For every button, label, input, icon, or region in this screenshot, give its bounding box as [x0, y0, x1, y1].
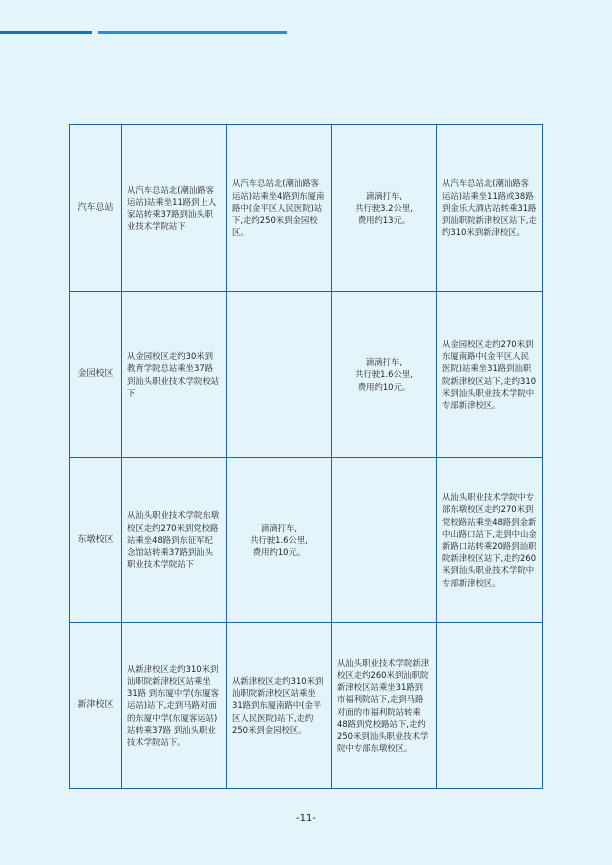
- route-cell: 从金园校区走约30米到教育学院总站乘坐37路到汕头职业技术学院校站下: [122, 292, 227, 458]
- row-header-jinyuan-campus: 金园校区: [70, 292, 122, 458]
- table-row: [70, 292, 543, 458]
- route-cell: 滴滴打车, 共行驶3.2公里, 费用约13元。: [332, 125, 437, 292]
- route-cell-empty: [332, 458, 437, 623]
- route-cell: 滴滴打车, 共行驶1.6公里, 费用约10元。: [332, 292, 437, 458]
- route-cell: 从汽车总站北(潮汕路客运站)站乘坐11路到上人家站转乘37路到汕头职业技术学院站下: [122, 125, 227, 292]
- table-row: [70, 125, 543, 292]
- table-row: [70, 623, 543, 789]
- route-cell: 从金园校区走约270米到东厦南路中(金平区人民医院)站乘坐31路到汕职院新津校区站下,走约310米到汕头职业技术学院中专部新津校区。: [437, 292, 543, 458]
- route-cell-empty: [227, 292, 332, 458]
- route-cell: 从新津校区走约310米到汕职院新津校区站乘坐31路到东厦南路中(金平区人民医院)站下,走约250米到金园校区。: [227, 623, 332, 789]
- route-cell-empty: [437, 623, 543, 789]
- row-header-xinjin-campus: 新津校区: [70, 623, 122, 789]
- route-cell: 从汽车总站北(潮汕路客运站)站乘坐11路或38路到金乐大酒店站转乘31路到汕职院新津校区站下,走约310米到新津校区。: [437, 125, 543, 292]
- page-number: -11-: [296, 813, 316, 824]
- campus-route-table: [69, 124, 543, 789]
- route-cell: 从汕头职业技术学院新津校区走约260米到汕职院新津校区站乘坐31路到市福利院站下,走到马路对面的市福利院站转乘48路到党校路站下,走约250米到汕头职业技术学院中专部东墩校区。: [332, 623, 437, 789]
- table-row: [70, 458, 543, 623]
- route-cell: 从汕头职业技术学院中专部东墩校区走约270米到党校路站乘坐48路到金新中山路口站下,走到中山金新路口站转乘20路到汕职院新津校区站下,走约260米到汕头职业技术学院中专部新津校区。: [437, 458, 543, 623]
- route-cell: 从汽车总站北(潮汕路客运站)站乘坐4路到东厦南路中(金平区人民医院)站下,走约250米到金园校区。: [227, 125, 332, 292]
- route-cell: 滴滴打车, 共行驶1.6公里, 费用约10元。: [227, 458, 332, 623]
- header-rule-right: [98, 31, 287, 34]
- row-header-dongdun-campus: 东墩校区: [70, 458, 122, 623]
- row-header-bus-terminal: 汽车总站: [70, 125, 122, 292]
- header-rule-left: [0, 31, 92, 34]
- route-cell: 从汕头职业技术学院东墩校区走约270米到党校路站乘坐48路到东征军纪念馆站转乘37路到汕头职业技术学院站下: [122, 458, 227, 623]
- route-cell: 从新津校区走约310米到汕职院新津校区站乘坐 31路 到东厦中学(东厦客运站)站下,走到马路对面的东厦中学(东厦客运站)站转乘37路 到汕头职业技术学院站下。: [122, 623, 227, 789]
